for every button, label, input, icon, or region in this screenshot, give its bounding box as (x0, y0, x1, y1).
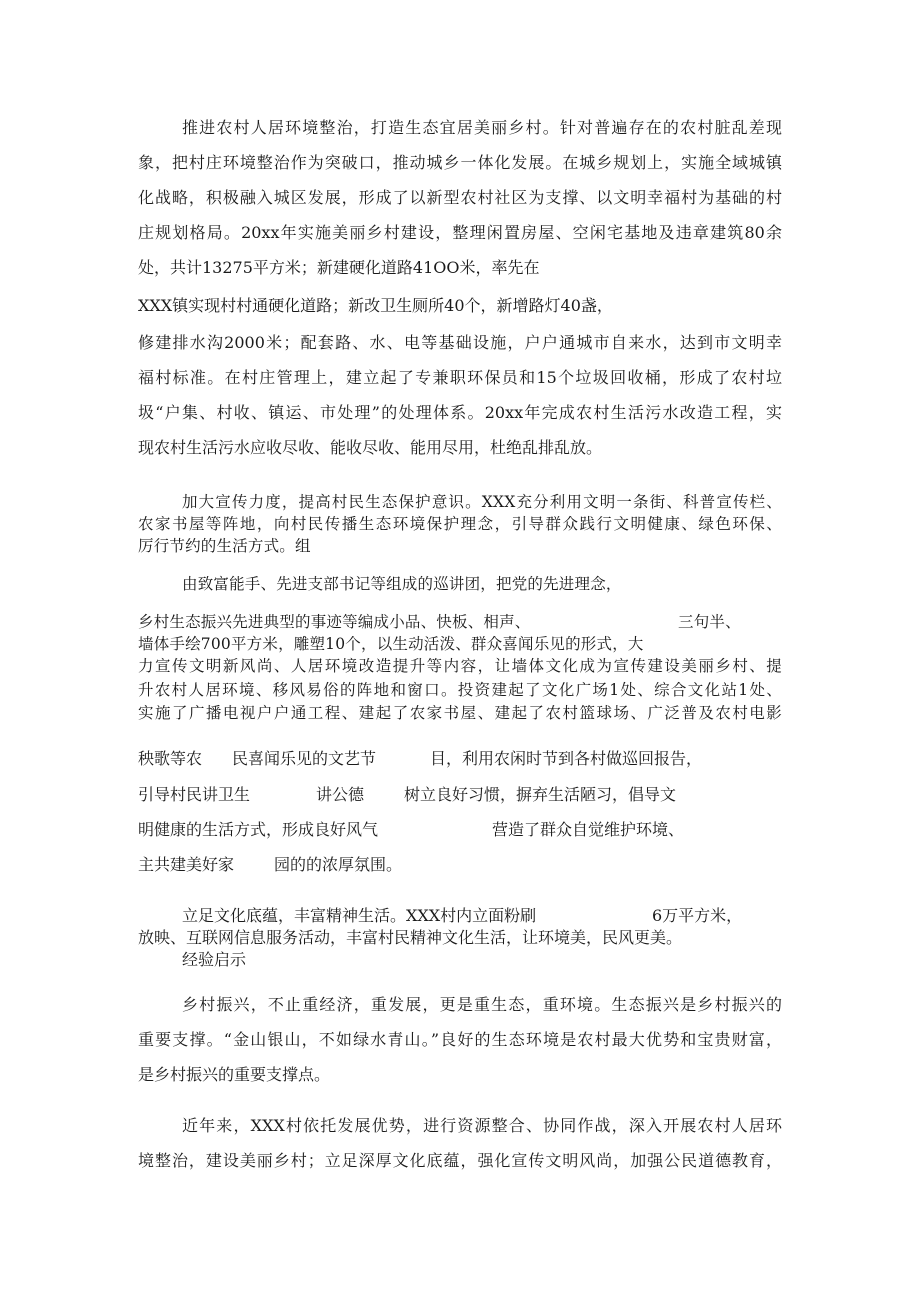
paragraph-line: 加大宣传力度，提高村民生态保护意识。XXX充分利用文明一条街、科普宣传栏、 (182, 493, 782, 511)
text-fragment: 明健康的生活方式，形成良好风气 (138, 820, 379, 839)
text-fragment: 引导村民讲卫生 (138, 785, 251, 804)
text-fragment: 园的的浓厚氛围。 (274, 855, 403, 874)
text-fragment: 乡村生态振兴先进典型的事迹等编成小品、快板、相声、 (138, 613, 531, 631)
paragraph-line: 农家书屋等阵地，向村民传播生态环境保护理念，引导群众践行文明健康、绿色环保、 (138, 515, 782, 533)
paragraph-line: 境整治，建设美丽乡村；立足深厚文化底蕴，强化宣传文明风尚，加强公民道德教育， (138, 1151, 782, 1170)
paragraph-line: 由致富能手、先进支部书记等组成的巡讲团，把党的先进理念， (182, 575, 622, 593)
paragraph-line: 重要支撑。“金山银山，不如绿水青山。”良好的生态环境是农村最大优势和宝贵财富， (138, 1030, 782, 1049)
text-fragment: 树立良好习惯，摒弃生活陋习，倡导文 (404, 785, 677, 804)
text-fragment: 立足文化底蕴，丰富精神生活。XXX村内立面粉刷 (182, 906, 537, 925)
paragraph-line (138, 820, 782, 840)
paragraph-line: XXX镇实现村村通硬化道路；新改卫生厕所40个，新增路灯40盏， (138, 296, 613, 315)
text-fragment: 目，利用农闲时节到各村做巡回报告， (430, 749, 703, 768)
section-heading: 经验启示 (182, 950, 247, 969)
paragraph-line: 处，共计13275平方米；新建硬化道路41OO米，率先在 (138, 258, 540, 277)
paragraph-line: 升农村人居环境、移风易俗的阵地和窗口。投资建起了文化广场1处、综合文化站1处、 (138, 681, 782, 699)
text-fragment: 民喜闻乐见的文艺节 (232, 749, 377, 768)
paragraph-line: 象，把村庄环境整治作为突破口，推动城乡一体化发展。在城乡规划上，实施全域城镇 (138, 153, 782, 172)
paragraph-line: 福村标准。在村庄管理上，建立起了专兼职环保员和15个垃圾回收桶，形成了农村垃 (138, 368, 782, 387)
text-fragment: 营造了群众自觉维护环境、 (492, 820, 685, 839)
paragraph-line: 实施了广播电视户户通工程、建起了农家书屋、建起了农村篮球场、广泛普及农村电影 (138, 704, 782, 722)
text-fragment: 秧歌等农 (138, 749, 203, 768)
paragraph-line (138, 785, 782, 805)
paragraph-line: 化战略，积极融入城区发展，形成了以新型农村社区为支撑、以文明幸福村为基础的村 (138, 188, 782, 207)
paragraph-line (138, 749, 782, 769)
paragraph-line: 修建排水沟2000米；配套路、水、电等基础设施，户户通城市自来水，达到市文明幸 (138, 333, 782, 352)
text-fragment: 6万平方米， (652, 906, 743, 925)
text-fragment: 三句半、 (678, 613, 741, 631)
paragraph-line (138, 612, 782, 632)
text-fragment: 主共建美好家 (138, 855, 235, 874)
paragraph-line (182, 906, 782, 926)
paragraph-line: 力宣传文明新风尚、人居环境改造提升等内容，让墙体文化成为宣传建设美丽乡村、提 (138, 657, 782, 675)
paragraph-line: 放映、互联网信息服务活动，丰富村民精神文化生活，让环境美，民风更美。 (138, 928, 683, 947)
paragraph-line (138, 855, 782, 875)
paragraph-line: 推进农村人居环境整治，打造生态宜居美丽乡村。针对普遍存在的农村脏乱差现 (182, 118, 782, 137)
paragraph-line: 墙体手绘700平方米，雕塑10个，以生动活泼、群众喜闻乐见的形式，大 (138, 635, 644, 653)
paragraph-line: 现农村生活污水应收尽收、能收尽收、能用尽用，杜绝乱排乱放。 (138, 438, 603, 457)
paragraph-line: 圾“户集、村收、镇运、市处理”的处理体系。20xx年完成农村生活污水改造工程，实 (138, 403, 782, 422)
paragraph-line: 厉行节约的生活方式。组 (138, 537, 311, 555)
paragraph-line: 近年来，XXX村依托发展优势，进行资源整合、协同作战，深入开展农村人居环 (182, 1116, 782, 1135)
paragraph-line: 庄规划格局。20xx年实施美丽乡村建设，整理闲置房屋、空闲宅基地及违章建筑80余 (138, 223, 782, 242)
text-fragment: 讲公德 (316, 785, 365, 804)
paragraph-line: 是乡村振兴的重要支撑点。 (138, 1065, 331, 1084)
paragraph-line: 乡村振兴，不止重经济，重发展，更是重生态，重环境。生态振兴是乡村振兴的 (182, 995, 782, 1014)
